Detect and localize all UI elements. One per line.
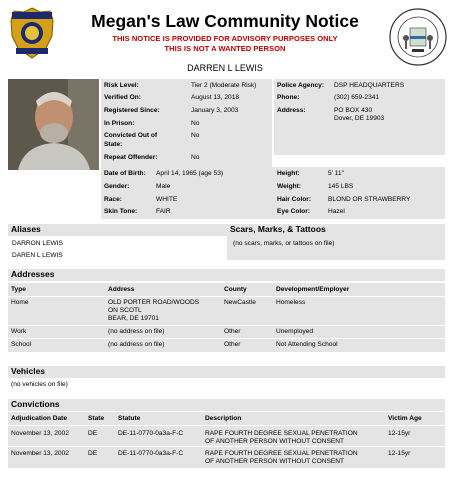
agency-address-line1: PO BOX 430 <box>334 107 373 114</box>
weight-label: Weight: <box>277 183 302 190</box>
eye-color-value: Hazel <box>328 208 345 215</box>
conviction-victim-age-header: Victim Age <box>388 415 422 422</box>
gender-value: Male <box>156 183 171 190</box>
repeat-offender-label: Repeat Offender: <box>104 154 158 161</box>
convicted-out-of-state-value: No <box>191 132 200 139</box>
dob-value: April 14, 1965 (age 53) <box>156 170 224 177</box>
race-label: Race: <box>104 196 122 203</box>
phone-value: (302) 659-2341 <box>334 94 380 101</box>
conviction-victim-age: 12-15yr <box>388 430 411 437</box>
address-line1: OLD PORTER ROAD/WOODS <box>108 299 200 306</box>
conviction-date-header: Adjudication Date <box>11 415 68 422</box>
agency-address-label: Address: <box>277 107 306 114</box>
convicted-out-of-state-label-2: State: <box>104 141 123 148</box>
risk-level-label: Risk Level: <box>104 82 139 89</box>
address-type: Home <box>11 299 29 306</box>
conviction-statute: DE-11-0770-0a3a-F-C <box>118 450 184 457</box>
conviction-description-header: Description <box>205 415 242 422</box>
offender-name: DARREN L LEWIS <box>187 63 263 73</box>
scars-value: (no scars, marks, or tattoos on file) <box>233 240 335 247</box>
address-county: NewCastle <box>224 299 256 306</box>
address-employer: Unemployed <box>276 328 314 335</box>
delaware-state-seal <box>389 8 447 66</box>
advisory-notice-line1: THIS NOTICE IS PROVIDED FOR ADVISORY PURPOSES ONLY <box>112 34 338 43</box>
page-title: Megan's Law Community Notice <box>91 11 359 31</box>
address-employer-header: Development/Employer <box>276 286 350 293</box>
registered-label: Registered Since: <box>104 107 160 114</box>
address-line2: ON SCOTL <box>108 307 142 314</box>
vehicles-title: Vehicles <box>11 366 46 376</box>
agency-address-line2: Dover, DE 19903 <box>334 115 385 122</box>
address-line3: BEAR, DE 19701 <box>108 315 159 322</box>
in-prison-value: No <box>191 120 200 127</box>
offender-photo <box>8 79 99 170</box>
table-row <box>8 325 445 326</box>
height-label: Height: <box>277 170 300 177</box>
police-agency-value: DSP HEADQUARTERS <box>334 82 405 89</box>
table-row <box>8 446 445 447</box>
alias-item: DARRON LEWIS <box>12 240 63 247</box>
registered-value: January 3, 2003 <box>191 107 239 114</box>
conviction-state: DE <box>88 430 98 437</box>
conviction-state-header: State <box>88 415 105 422</box>
delaware-state-police-badge <box>6 6 58 60</box>
address-line1: (no address on file) <box>108 341 165 348</box>
physical-description-panel <box>101 167 445 219</box>
scars-section-header <box>227 224 445 236</box>
weight-value: 145 LBS <box>328 183 354 190</box>
address-employer: Homeless <box>276 299 306 306</box>
address-employer: Not Attending School <box>276 341 338 348</box>
table-row <box>8 425 445 426</box>
height-value: 5' 11" <box>328 170 344 177</box>
hair-color-label: Hair Color: <box>277 196 312 203</box>
vehicles-value: (no vehicles on file) <box>11 381 68 388</box>
conviction-victim-age: 12-15yr <box>388 450 411 457</box>
advisory-notice-line2: THIS IS NOT A WANTED PERSON <box>164 44 286 53</box>
skin-tone-label: Skin Tone: <box>104 208 138 215</box>
in-prison-label: In Prison: <box>104 120 135 127</box>
address-type-header: Type <box>11 286 26 293</box>
aliases-title: Aliases <box>11 224 41 234</box>
skin-tone-value: FAIR <box>156 208 171 215</box>
address-address-header: Address <box>108 286 135 293</box>
gender-label: Gender: <box>104 183 130 190</box>
hair-color-value: BLOND OR STRAWBERRY <box>328 196 411 203</box>
address-county: Other <box>224 328 241 335</box>
verified-value: August 13, 2018 <box>191 94 240 101</box>
alias-item: DAREN L LEWIS <box>12 252 63 259</box>
repeat-offender-value: No <box>191 154 200 161</box>
convicted-out-of-state-label: Convicted Out of <box>104 132 158 139</box>
conviction-description-line1: RAPE FOURTH DEGREE SEXUAL PENETRATION <box>205 450 358 457</box>
convictions-section-header <box>8 399 445 411</box>
conviction-statute: DE-11-0770-0a3a-F-C <box>118 430 184 437</box>
table-row <box>8 338 445 339</box>
conviction-description-line2: OF ANOTHER PERSON WITHOUT CONSENT <box>205 438 345 445</box>
address-type: Work <box>11 328 27 335</box>
verified-label: Verified On: <box>104 94 142 101</box>
aliases-section-header <box>8 224 227 236</box>
conviction-description-line1: RAPE FOURTH DEGREE SEXUAL PENETRATION <box>205 430 358 437</box>
convictions-title: Convictions <box>11 399 60 409</box>
phone-label: Phone: <box>277 94 300 101</box>
table-row <box>8 296 445 297</box>
addresses-title: Addresses <box>11 269 55 279</box>
conviction-date: November 13, 2002 <box>11 430 69 437</box>
conviction-statute-header: Statute <box>118 415 141 422</box>
address-county-header: County <box>224 286 247 293</box>
scars-title: Scars, Marks, & Tattoos <box>230 224 326 234</box>
race-value: WHITE <box>156 196 178 203</box>
conviction-state: DE <box>88 450 98 457</box>
vehicles-section-header <box>8 366 445 378</box>
conviction-date: November 13, 2002 <box>11 450 69 457</box>
address-line1: (no address on file) <box>108 328 165 335</box>
dob-label: Date of Birth: <box>104 170 146 177</box>
police-agency-label: Police Agency: <box>277 82 325 89</box>
addresses-section-header <box>8 269 445 281</box>
risk-level-value: Tier 2 (Moderate Risk) <box>191 82 257 89</box>
conviction-description-line2: OF ANOTHER PERSON WITHOUT CONSENT <box>205 458 345 465</box>
eye-color-label: Eye Color: <box>277 208 310 215</box>
address-county: Other <box>224 341 241 348</box>
address-type: School <box>11 341 32 348</box>
